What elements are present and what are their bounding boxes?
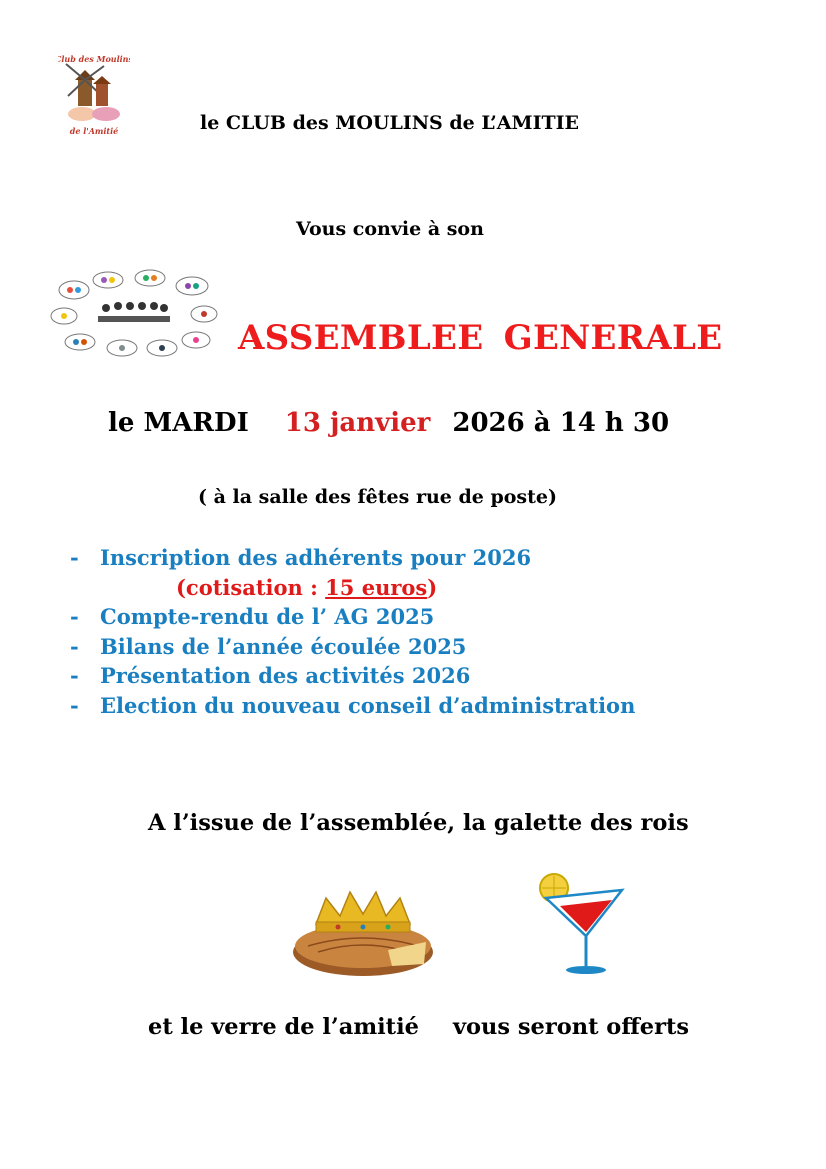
fee-close: ) — [427, 574, 438, 600]
agenda-item-label: Inscription des adhérents pour 2026 — [100, 545, 532, 570]
logo-text-top: Club des Moulins — [58, 54, 130, 64]
date-day-month: 13 janvier — [284, 408, 431, 438]
agenda-item — [70, 543, 635, 573]
agenda-item — [70, 632, 635, 662]
offer-part-1: et le verre de l’amitié — [148, 1014, 419, 1040]
agenda-list — [70, 543, 635, 720]
bullet-dash: - — [70, 633, 79, 659]
agenda-item-label: Election du nouveau conseil d’administration — [100, 692, 636, 718]
fee-amount: 15 euros — [325, 574, 428, 600]
date-prefix: le MARDI — [108, 408, 249, 438]
event-date — [108, 408, 669, 438]
club-logo-icon — [58, 50, 130, 138]
bullet-dash: - — [70, 545, 79, 570]
bullet-dash: - — [70, 663, 79, 688]
cocktail-glass-icon — [526, 870, 636, 980]
date-year-time: 2026 à 14 h 30 — [452, 408, 670, 438]
event-title: ASSEMBLEE GENERALE — [238, 318, 723, 358]
fee-open: (cotisation : — [176, 574, 326, 600]
invitation-text: Vous convie à son — [296, 218, 484, 240]
galette-des-rois-icon — [288, 890, 438, 982]
agenda-item — [70, 691, 635, 721]
agenda-item — [70, 602, 635, 632]
crowd-discussion-icon — [50, 268, 218, 358]
agenda-item-label: Compte-rendu de l’ AG 2025 — [100, 604, 435, 629]
club-name: le CLUB des MOULINS de L’AMITIE — [200, 112, 579, 134]
venue-text: ( à la salle des fêtes rue de poste) — [198, 486, 557, 508]
agenda-item-label: Présentation des activités 2026 — [100, 663, 471, 688]
logo-text-bottom: de l'Amitié — [69, 126, 119, 136]
agenda-item — [70, 661, 635, 691]
galette-announcement: A l’issue de l’assemblée, la galette des rois — [148, 810, 689, 836]
fee-note — [70, 573, 635, 603]
bullet-dash: - — [70, 692, 79, 718]
bullet-dash: - — [70, 604, 79, 629]
agenda-item-label: Bilans de l’année écoulée 2025 — [100, 633, 467, 659]
offer-part-2: vous seront offerts — [452, 1014, 690, 1040]
offer-line — [148, 1014, 689, 1040]
